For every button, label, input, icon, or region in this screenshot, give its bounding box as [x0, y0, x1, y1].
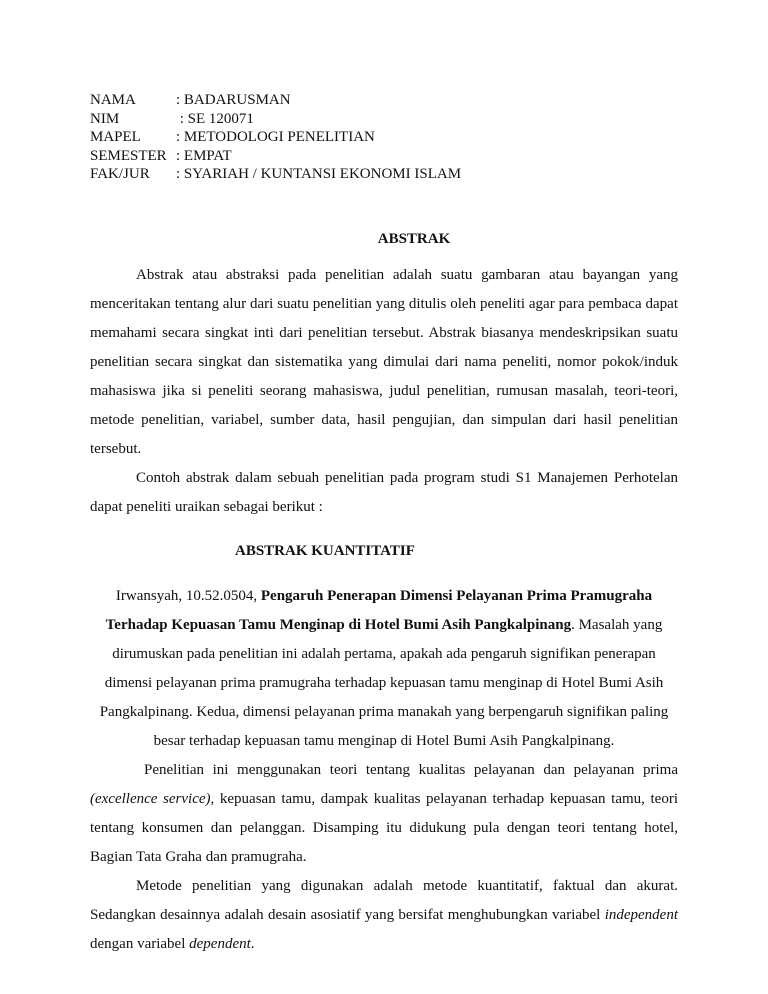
- info-label: SEMESTER: [90, 147, 167, 164]
- info-row-nama: [90, 91, 461, 110]
- author-and-id: Irwansyah, 10.52.0504,: [115, 588, 258, 604]
- metode-text-mid: dengan variabel: [90, 936, 186, 952]
- student-info-block: [90, 91, 461, 184]
- kuantitatif-title: ABSTRAK KUANTITATIF: [235, 543, 415, 559]
- info-label: FAK/JUR: [90, 166, 150, 183]
- info-label: MAPEL: [90, 129, 141, 146]
- teori-text-start: Penelitian ini menggunakan teori tentang kualitas pelayanan dan pelayanan prima: [144, 762, 678, 778]
- info-row-semester: [90, 147, 461, 166]
- teori-paragraph: [90, 756, 678, 872]
- info-value: : SE 120071: [176, 110, 254, 127]
- metode-text-dependent: dependent: [189, 936, 251, 952]
- problem-statement: . Masalah yang dirumuskan pada penelitian ini adalah pertama, apakah ada pengaruh signifikan penerapan dimensi pelayanan prima pramugraha terhadap kepuasan tamu menginap di Hotel Bumi Asih Pangkalpinang. Kedua, dimensi pelayanan prima manakah yang berpengaruh signifikan paling besar terhadap kepuasan tamu menginap di Hotel Bumi Asih Pangkalpinang.: [99, 617, 669, 749]
- research-title: Pengaruh Penerapan Dimensi Pelayanan Prima Pramugraha Terhadap Kepuasan Tamu Menginap di Hotel Bumi Asih Pangkalpinang: [105, 588, 653, 633]
- info-row-mapel: [90, 128, 461, 147]
- info-label: NIM: [90, 110, 120, 127]
- teori-text-rest: , kepuasan tamu, dampak kualitas pelayanan terhadap kepuasan tamu, teori tentang konsumen dan pelanggan. Disamping itu didukung pula dengan teori tentang hotel, Bagian Tata Graha dan pramugraha.: [90, 791, 679, 865]
- abstrak-paragraph-1: Abstrak atau abstraksi pada penelitian adalah suatu gambaran atau bayangan yang menceritakan tentang alur dari suatu penelitian yang ditulis oleh peneliti agar para pembaca dapat memahami secara singkat inti dari penelitian tersebut. Abstrak biasanya mendeskripsikan suatu penelitian secara singkat dan sistematika yang dimulai dari nama peneliti, nomor pokok/induk mahasiswa jika si peneliti seorang mahasiswa, judul penelitian, rumusan masalah, teori-teori, metode penelitian, variabel, sumber data, hasil pengujian, dan simpulan dari hasil penelitian tersebut.: [90, 267, 678, 457]
- info-value: : METODOLOGI PENELITIAN: [176, 129, 375, 146]
- metode-paragraph: [90, 872, 678, 959]
- info-value: : SYARIAH / KUNTANSI EKONOMI ISLAM: [176, 166, 462, 183]
- teori-text-italic: (excellence service): [90, 791, 211, 807]
- info-value: : EMPAT: [176, 147, 232, 164]
- kuantitatif-summary-paragraph: [90, 582, 678, 756]
- metode-text-start: Metode penelitian yang digunakan adalah metode kuantitatif, faktual dan akurat. Sedangkan desainnya adalah desain asosiatif yang bersifat menghubungkan variabel: [90, 878, 678, 923]
- info-value: : BADARUSMAN: [176, 92, 291, 108]
- info-row-fakjur: [90, 165, 461, 184]
- abstrak-title: ABSTRAK: [377, 231, 451, 247]
- metode-text-independent: independent: [604, 907, 679, 923]
- abstrak-paragraph-2: Contoh abstrak dalam sebuah penelitian pada program studi S1 Manajemen Perhotelan dapat peneliti uraikan sebagai berikut :: [90, 470, 678, 515]
- document-body: [90, 229, 678, 959]
- info-label: NAMA: [90, 92, 136, 108]
- info-row-nim: [90, 110, 461, 129]
- metode-text-end: .: [250, 936, 255, 952]
